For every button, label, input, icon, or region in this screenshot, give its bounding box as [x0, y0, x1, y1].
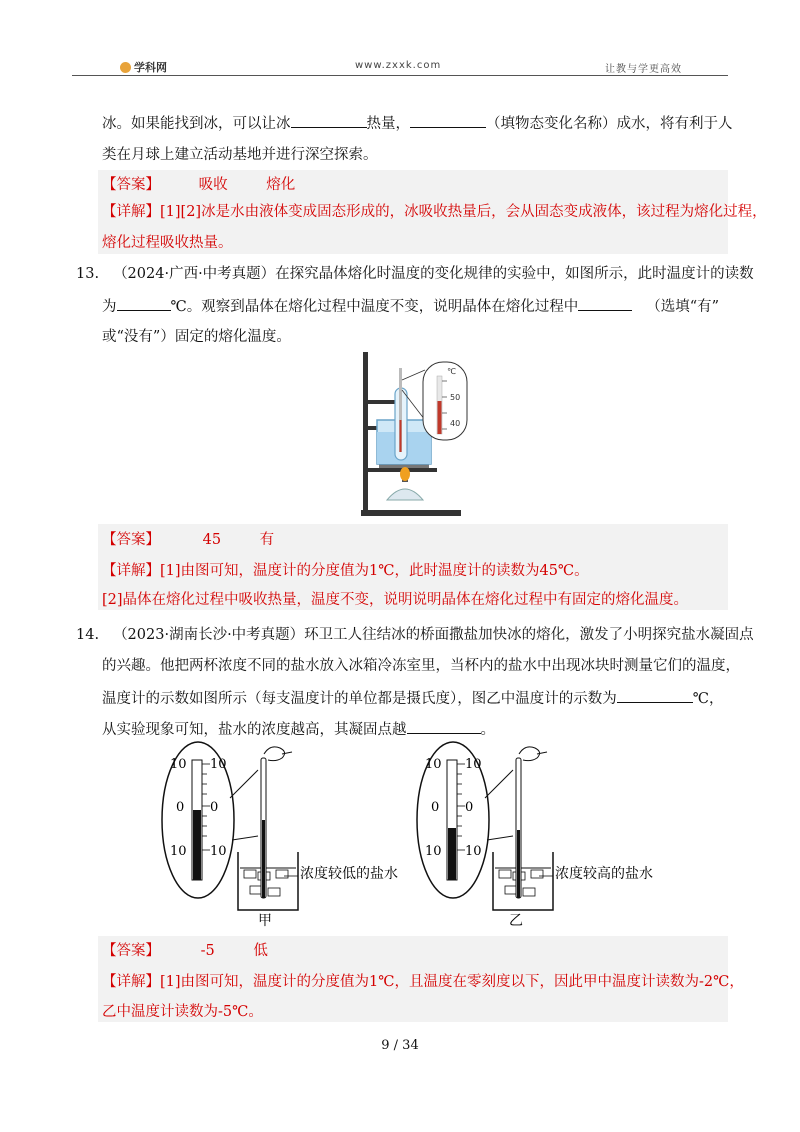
q12-detail-line-2: 熔化过程吸收热量。: [102, 235, 233, 251]
question-number: 13.: [76, 266, 100, 282]
tick-left-top: 10: [170, 757, 187, 772]
tick-left-mid: 0: [431, 800, 440, 815]
detail-text: [1][2]冰是水由液体变成固态形成的，冰吸收热量后，会从固态变成液体，该过程为熔化过程，: [160, 204, 767, 220]
zoom-line-bottom: [487, 836, 513, 840]
q14-detail-line-1: [102, 972, 744, 992]
q13-apparatus-figure: [355, 350, 475, 520]
q12-line-2: 类在月球上建立活动基地并进行深空探索。: [102, 147, 378, 163]
tick-right-mid: 0: [465, 800, 474, 815]
zoom-line-top: [402, 370, 425, 380]
figure-label: 甲: [258, 913, 272, 929]
q13-blank-1: [117, 296, 171, 311]
q13-text-c: （选填“有”: [646, 299, 720, 315]
q14-text-a: 温度计的示数如图所示（每支温度计的单位都是摄氏度），图乙中温度计的示数为: [102, 691, 617, 707]
site-url: www.zxxk.com: [355, 60, 442, 71]
tick-right-mid: 0: [210, 800, 219, 815]
q12-answer-line: [102, 175, 295, 195]
q13-detail-line-2: [2]晶体在熔化过程中吸收热量，温度不变，说明说明晶体在熔化过程中有固定的熔化温度。: [102, 592, 689, 608]
zoom-line-bottom: [232, 836, 258, 840]
q14-detail-line-2: 乙中温度计读数为-5℃。: [102, 1004, 263, 1020]
answer-value-2: 低: [253, 943, 268, 959]
flame-icon: [400, 467, 410, 481]
question-number: 14.: [76, 627, 100, 643]
thermometer-zoom: [423, 362, 467, 440]
q12-detail-line-1: [102, 202, 767, 222]
figure-label: 乙: [509, 913, 523, 929]
thermometer-liquid: [262, 820, 265, 898]
q14-text-b: 。: [480, 722, 495, 738]
q12-blank-1: [291, 113, 367, 128]
q13-line-1: [76, 264, 754, 284]
q14-blank-1: [617, 688, 693, 703]
logo-icon: [120, 62, 131, 73]
zoom-line-top: [485, 770, 513, 798]
q13-line-3: 或“没有”）固定的熔化温度。: [102, 329, 291, 345]
site-logo: [120, 59, 167, 75]
q12-text-a: 冰。如果能找到冰，可以让冰: [102, 116, 291, 132]
page-number: 9 / 34: [381, 1038, 419, 1053]
q14-line-1: [76, 625, 754, 645]
zoom-tick-label-bottom: 40: [450, 419, 461, 428]
figure-caption: 浓度较低的盐水: [300, 866, 398, 882]
header-divider: [72, 75, 728, 76]
tick-left-mid: 0: [176, 800, 185, 815]
detail-label: 【详解】: [102, 974, 160, 990]
answer-label: 【答案】: [102, 177, 160, 193]
q14-line-4: [102, 719, 495, 740]
hand-icon: [264, 747, 285, 761]
hand-icon: [519, 747, 540, 761]
q13-text-a: 为: [102, 299, 117, 315]
q12-text-c: （填物态变化名称）成水，将有利于人: [486, 116, 733, 132]
q13-line-2: [102, 296, 719, 317]
beaker: [238, 852, 298, 910]
q14-answer-line: [102, 941, 268, 961]
q14-text-a: 从实验现象可知，盐水的浓度越高，其凝固点越: [102, 722, 407, 738]
answer-label: 【答案】: [102, 532, 160, 548]
tick-left-bottom: 10: [425, 844, 442, 859]
q14-figure-yi: [415, 740, 675, 930]
alcohol-lamp: [387, 489, 423, 500]
answer-value-2: 有: [259, 532, 275, 548]
tick-left-top: 10: [425, 757, 442, 772]
zoom-tick-label-top: 50: [450, 393, 461, 402]
q14-line-3: [102, 688, 723, 709]
zoom-liquid: [193, 810, 201, 880]
tick-left-bottom: 10: [170, 844, 187, 859]
question-text: （2023·湖南长沙·中考真题）环卫工人往结冰的桥面撒盐加快冰的熔化，激发了小明探究盐水凝固点: [113, 627, 754, 643]
answer-label: 【答案】: [102, 943, 160, 959]
q13-blank-2: [578, 296, 632, 311]
tick-right-top: 10: [465, 757, 482, 772]
detail-label: 【详解】: [102, 563, 160, 579]
q14-figure-jia: [160, 740, 420, 930]
q14-text-b: ℃，: [692, 691, 724, 707]
q14-line-2: 的兴趣。他把两杯浓度不同的盐水放入冰箱冷冻室里，当杯内的盐水中出现冰块时测量它们的温度，: [102, 658, 740, 674]
zoom-liquid: [438, 401, 442, 434]
answer-value-1: 吸收: [198, 177, 228, 193]
question-text: （2024·广西·中考真题）在探究晶体熔化时温度的变化规律的实验中，如图所示，此时温度计的读数: [113, 266, 754, 282]
answer-value-2: 熔化: [266, 177, 296, 193]
zoom-line-top: [230, 770, 258, 798]
stand-base: [361, 510, 461, 516]
q12-text-b: 热量，: [366, 116, 410, 132]
q13-detail-line-1: [102, 561, 589, 581]
thermometer-liquid: [517, 830, 520, 898]
clamp-upper: [365, 400, 399, 404]
beaker: [493, 852, 553, 910]
figure-caption: 浓度较高的盐水: [555, 866, 653, 882]
q12-line-1: [102, 113, 733, 134]
detail-text: [1]由图可知，温度计的分度值为1℃，此时温度计的读数为45℃。: [160, 563, 589, 579]
thermometer-liquid: [400, 420, 402, 452]
tick-right-bottom: 10: [465, 844, 482, 859]
answer-value-1: 45: [202, 532, 222, 548]
q14-blank-2: [407, 719, 481, 734]
stand-rod: [363, 352, 368, 512]
zoom-liquid: [448, 828, 456, 880]
q12-blank-2: [410, 113, 486, 128]
detail-text: [1]由图可知，温度计的分度值为1℃，且温度在零刻度以下，因此甲中温度计读数为-2℃，: [160, 974, 744, 990]
logo-text: 学科网: [134, 61, 167, 74]
q13-text-b: ℃。观察到晶体在熔化过程中温度不变，说明晶体在熔化过程中: [170, 299, 579, 315]
tick-right-top: 10: [210, 757, 227, 772]
detail-label: 【详解】: [102, 204, 160, 220]
zoom-unit: ℃: [447, 367, 456, 376]
answer-value-1: -5: [200, 943, 215, 959]
tick-right-bottom: 10: [210, 844, 227, 859]
q13-answer-line: [102, 530, 274, 550]
site-slogan: 让教与学更高效: [605, 64, 682, 75]
